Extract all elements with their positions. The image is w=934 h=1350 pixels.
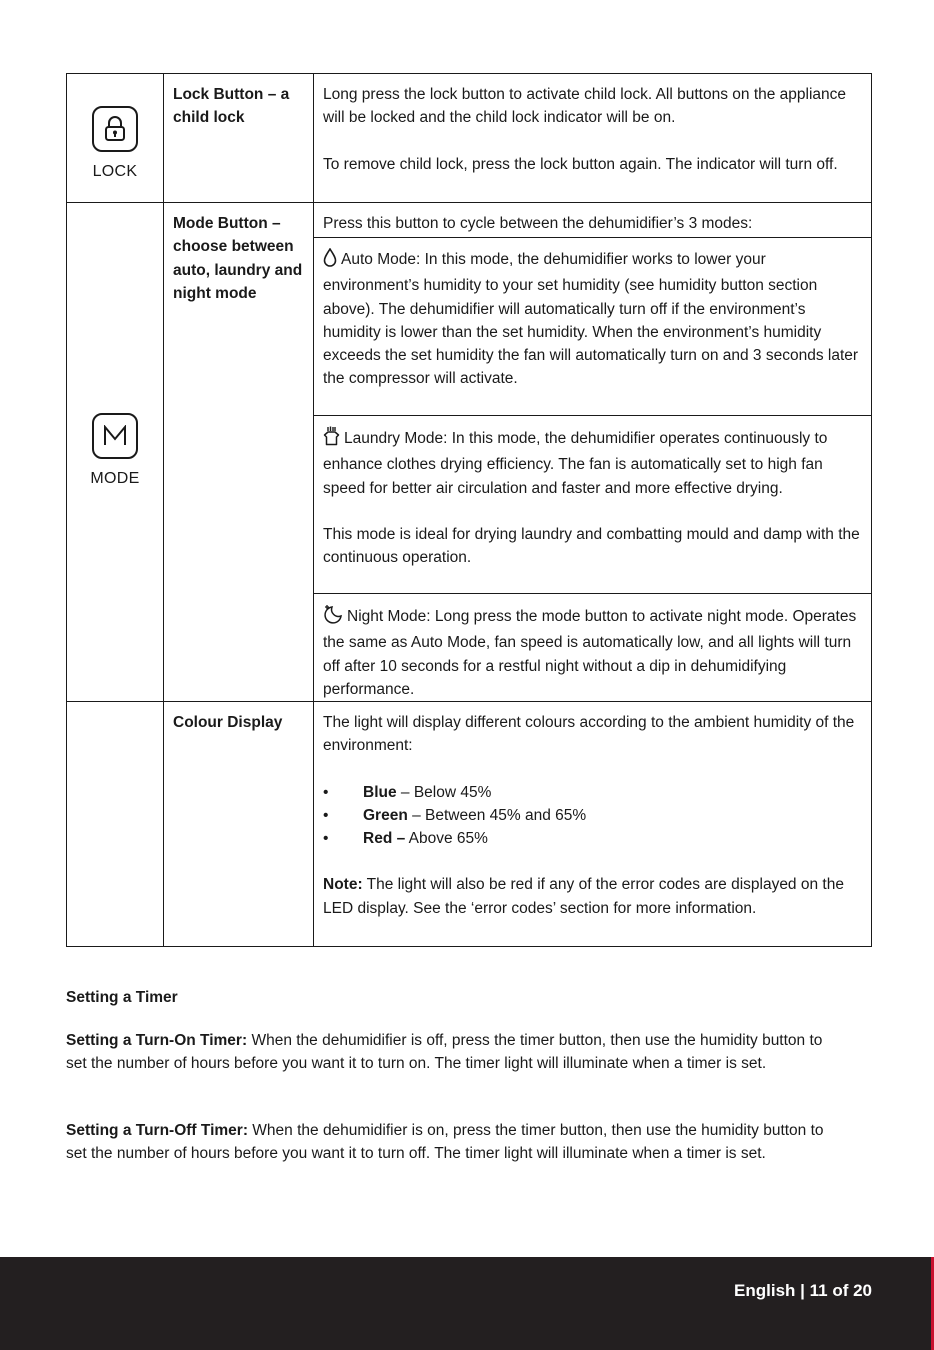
colour-icon-cell	[67, 702, 164, 947]
colour-label: Colour Display	[173, 714, 283, 731]
mode-label: Mode Button – choose between auto, laundry and night mode	[173, 215, 303, 302]
mode-m-icon	[92, 413, 138, 459]
mode-label-cell	[164, 203, 314, 702]
turn-on-timer-paragraph: Setting a Turn-On Timer: When the dehumidifier is off, press the timer button, then use the humidity button to set the number of hours before you want it to turn on. The timer light will illuminate when a timer is set.	[66, 1032, 823, 1073]
lock-desc-cell	[314, 74, 872, 203]
night-mode-text: Night Mode: Long press the mode button to activate night mode. Operates the same as Auto Mode, fan speed is automatically low, and all lights will turn off after 10 seconds for a restful night without a dip in dehumidifying performance.	[323, 608, 857, 698]
lock-icon-cell	[67, 74, 164, 203]
table-row-mode	[67, 203, 872, 702]
lock-icon	[92, 106, 138, 152]
colour-desc-cell	[314, 702, 872, 947]
list-item: • Green – Between 45% and 65%	[323, 806, 587, 824]
table-row-colour	[67, 702, 872, 947]
list-item: • Red – Above 65%	[323, 830, 488, 848]
lock-label: Lock Button – a child lock	[173, 86, 290, 127]
list-item: • Blue – Below 45%	[323, 783, 492, 801]
table-row-lock	[67, 74, 872, 203]
droplet-icon	[323, 248, 337, 274]
mode-intro: Press this button to cycle between the dehumidifier’s 3 modes:	[314, 203, 871, 238]
laundry-mode-text-2: This mode is ideal for drying laundry and combatting mould and damp with the continuous operation.	[323, 525, 860, 567]
timer-heading: Setting a Timer	[66, 989, 178, 1006]
mode-desc-cell	[314, 203, 872, 702]
controls-table	[66, 73, 872, 947]
laundry-mode-block	[314, 416, 871, 594]
laundry-mode-text-1: Laundry Mode: In this mode, the dehumidifier operates continuously to enhance clothes drying efficiency. The fan is automatically set to high fan speed for better air circulation and faster and more effective drying.	[323, 430, 828, 497]
mode-caption: MODE	[90, 470, 140, 488]
lock-caption: LOCK	[92, 163, 138, 180]
lock-label-cell	[164, 74, 314, 203]
colour-label-cell	[164, 702, 314, 947]
page-number: English | 11 of 20	[734, 1281, 872, 1300]
night-mode-block	[314, 594, 871, 701]
mode-icon-cell	[67, 203, 164, 702]
turn-off-timer-paragraph: Setting a Turn-Off Timer: When the dehumidifier is on, press the timer button, then use the humidity button to set the number of hours before you want it to turn off. The timer light will illuminate when a timer is set.	[66, 1122, 824, 1163]
moon-star-icon	[323, 604, 343, 631]
lock-desc-2: To remove child lock, press the lock button again. The indicator will turn off.	[323, 155, 838, 173]
lock-desc-1: Long press the lock button to activate child lock. All buttons on the appliance will be locked and the child lock indicator will be on.	[323, 86, 847, 127]
auto-mode-text: Auto Mode: In this mode, the dehumidifier works to lower your environment’s humidity to your set humidity (see humidity button section above). The dehumidifier will automatically turn off if the environment’s humidity is lower than the set humidity. When the environment’s humidity exceeds the set humidity the fan will automatically turn on and 3 seconds later the compressor will activate.	[323, 251, 859, 388]
colour-note: Note: The light will also be red if any of the error codes are displayed on the LED display. See the ‘error codes’ section for more information.	[323, 876, 844, 917]
page-footer	[0, 1257, 934, 1350]
colour-list	[323, 781, 863, 851]
auto-mode-block	[314, 238, 871, 416]
colour-intro: The light will display different colours according to the ambient humidity of the environment:	[323, 714, 855, 755]
shirt-icon	[323, 426, 340, 453]
